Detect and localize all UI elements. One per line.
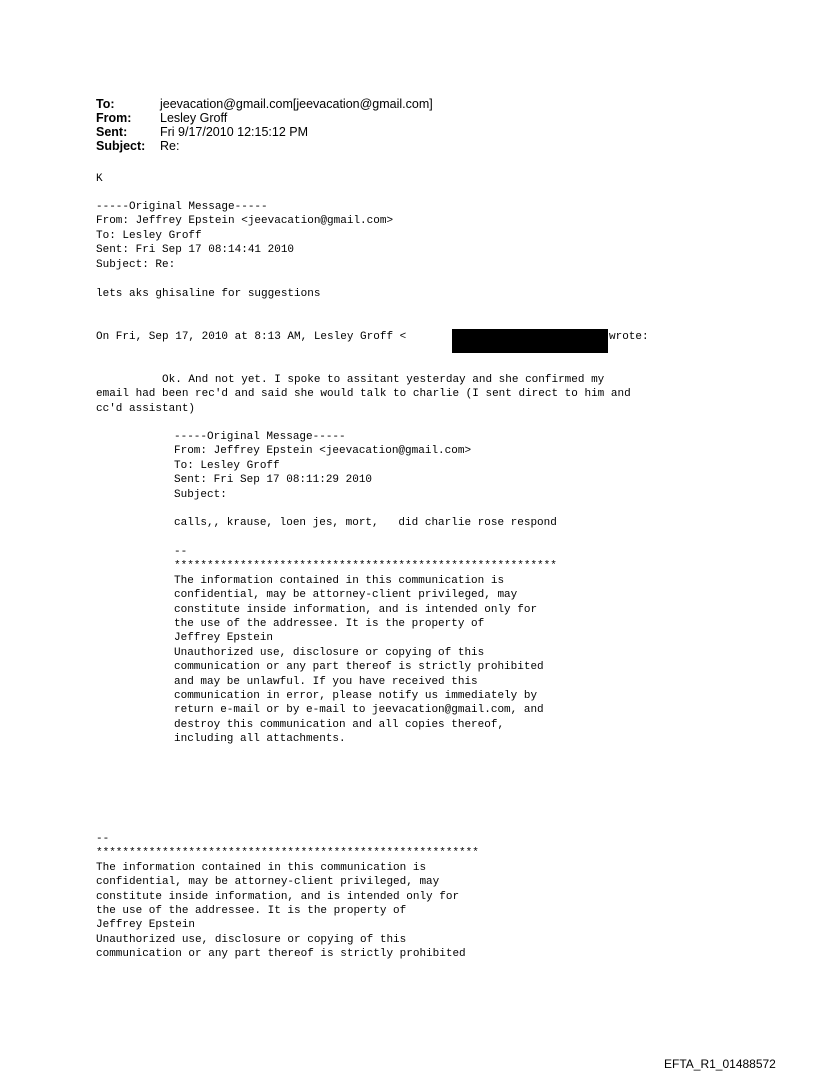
- from-value: Lesley Groff: [160, 111, 228, 125]
- original-subject: Subject: Re:: [96, 258, 176, 271]
- original-message-2: [174, 430, 471, 502]
- disclaimer-2: [96, 832, 479, 962]
- disclaimer-line: the use of the addressee. It is the property of: [96, 905, 407, 918]
- quoted-line: Ok. And not yet. I spoke to assitant yesterday and she confirmed my: [96, 374, 605, 386]
- sent-value: Fri 9/17/2010 12:15:12 PM: [160, 125, 309, 139]
- original-to: To: Lesley Groff: [174, 459, 280, 472]
- disclaimer-line: communication or any part thereof is strictly prohibited: [96, 948, 466, 961]
- header-to-row: [96, 97, 433, 111]
- signature-dash: --: [96, 833, 110, 845]
- disclaimer-line: the use of the addressee. It is the property of: [174, 618, 485, 631]
- original-sent: Sent: Fri Sep 17 08:14:41 2010: [96, 244, 295, 257]
- original-separator: -----Original Message-----: [174, 431, 346, 443]
- header-subject-row: [96, 139, 433, 153]
- stars-line: **********************************************************: [174, 560, 557, 573]
- subject-value: Re:: [160, 139, 180, 153]
- on-wrote-prefix: On Fri, Sep 17, 2010 at 8:13 AM, Lesley Groff <: [96, 331, 407, 343]
- signature-dash: --: [174, 546, 188, 558]
- on-wrote-suffix: wrote:: [609, 331, 649, 343]
- quoted-line: cc'd assistant): [96, 402, 196, 415]
- disclaimer-line: confidential, may be attorney-client privileged, may: [174, 589, 518, 602]
- to-value: jeevacation@gmail.com[jeevacation@gmail.com]: [160, 97, 433, 111]
- disclaimer-line: The information contained in this communication is: [174, 574, 505, 587]
- original-subject: Subject:: [174, 488, 227, 501]
- redaction-box: [452, 329, 608, 353]
- message-text-2: calls,, krause, loen jes, mort, did charlie rose respond: [174, 517, 557, 529]
- message-text-1: lets aks ghisaline for suggestions: [96, 288, 321, 300]
- from-label: From:: [96, 111, 132, 125]
- stars-line: **********************************************************: [96, 847, 479, 860]
- disclaimer-line: communication in error, please notify us immediately by: [174, 690, 538, 703]
- disclaimer-line: destroy this communication and all copies thereof,: [174, 718, 505, 731]
- disclaimer-line: confidential, may be attorney-client privileged, may: [96, 876, 440, 889]
- disclaimer-line: including all attachments.: [174, 733, 346, 746]
- original-message-1: [96, 200, 393, 272]
- disclaimer-line: Jeffrey Epstein: [96, 919, 196, 932]
- to-label: To:: [96, 97, 115, 111]
- sent-label: Sent:: [96, 125, 128, 139]
- disclaimer-line: constitute inside information, and is intended only for: [174, 603, 538, 616]
- quoted-paragraph: [96, 373, 631, 416]
- disclaimer-line: constitute inside information, and is intended only for: [96, 890, 460, 903]
- disclaimer-line: return e-mail or by e-mail to jeevacation@gmail.com, and: [174, 704, 544, 717]
- disclaimer-line: Unauthorized use, disclosure or copying of this: [96, 933, 407, 946]
- header-sent-row: [96, 125, 433, 139]
- original-separator: -----Original Message-----: [96, 201, 268, 213]
- original-from: From: Jeffrey Epstein <jeevacation@gmail.com>: [174, 445, 472, 458]
- disclaimer-line: The information contained in this communication is: [96, 861, 427, 874]
- document-id: EFTA_R1_01488572: [664, 1057, 776, 1071]
- disclaimer-1: [174, 545, 557, 747]
- quoted-line: email had been rec'd and said she would talk to charlie (I sent direct to him and: [96, 388, 631, 401]
- original-to: To: Lesley Groff: [96, 229, 202, 242]
- email-header: [96, 97, 433, 153]
- disclaimer-line: Unauthorized use, disclosure or copying of this: [174, 646, 485, 659]
- disclaimer-line: Jeffrey Epstein: [174, 632, 274, 645]
- reply-text: K: [96, 173, 103, 185]
- original-sent: Sent: Fri Sep 17 08:11:29 2010: [174, 474, 373, 487]
- disclaimer-line: and may be unlawful. If you have received this: [174, 675, 478, 688]
- disclaimer-line: communication or any part thereof is strictly prohibited: [174, 661, 544, 674]
- original-from: From: Jeffrey Epstein <jeevacation@gmail.com>: [96, 215, 394, 228]
- header-from-row: [96, 111, 433, 125]
- subject-label: Subject:: [96, 139, 146, 153]
